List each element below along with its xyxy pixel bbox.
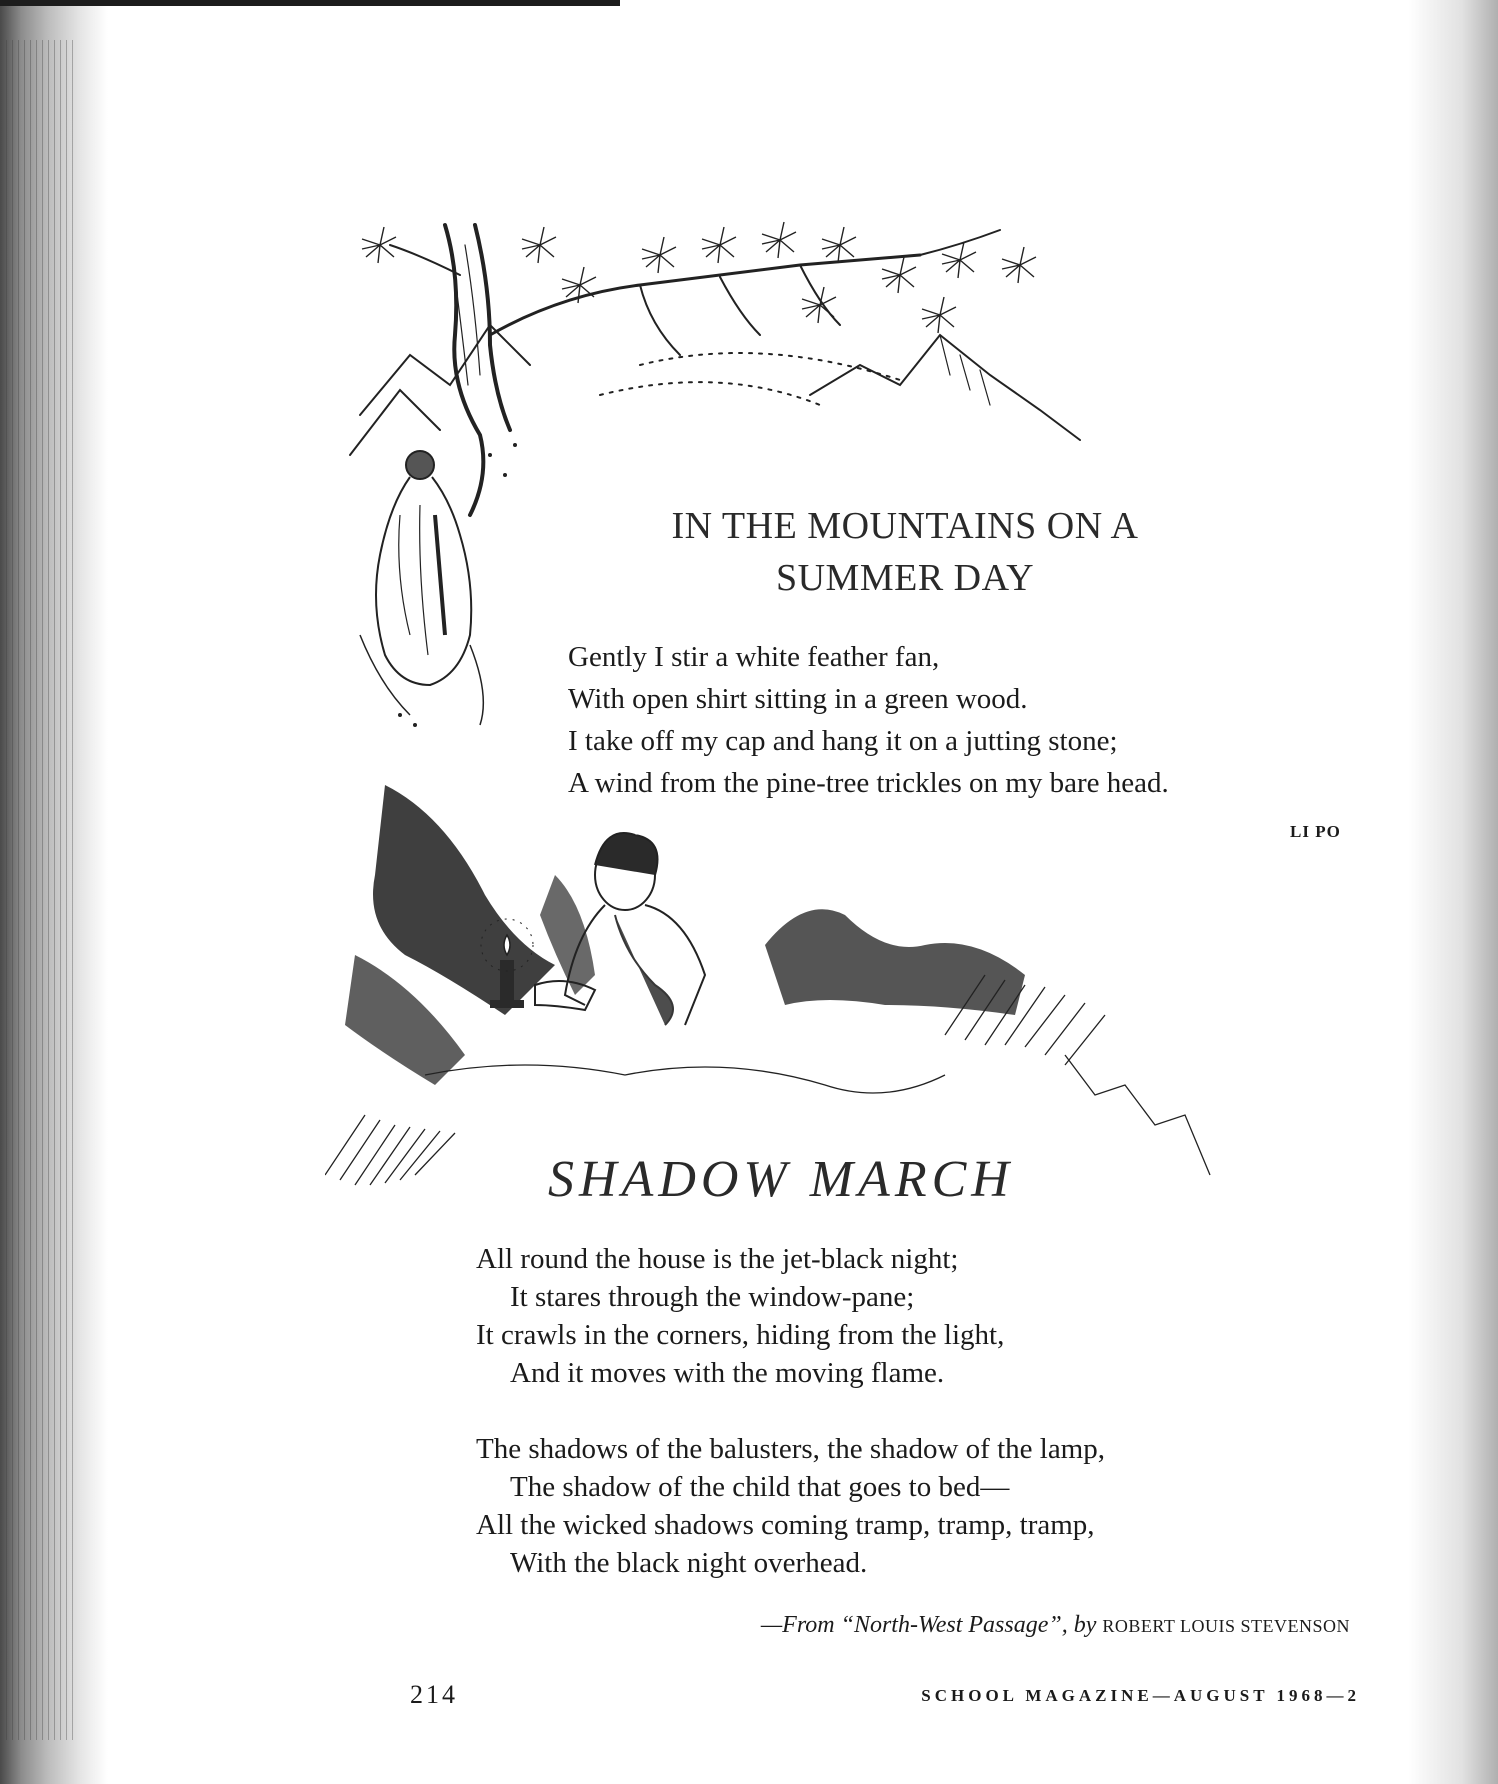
top-edge-line — [0, 0, 620, 6]
poem2-line: It stares through the window-pane; — [510, 1281, 915, 1313]
source-author: ROBERT LOUIS STEVENSON — [1102, 1616, 1350, 1636]
poem2-line: And it moves with the moving flame. — [510, 1357, 945, 1389]
poem2-line: It crawls in the corners, hiding from the light, — [476, 1319, 1005, 1351]
page-number: 214 — [410, 1680, 458, 1709]
poem1-line: With open shirt sitting in a green wood. — [568, 683, 1028, 715]
page-edges — [6, 40, 76, 1740]
poem1-line: I take off my cap and hang it on a jutting stone; — [568, 725, 1118, 757]
poem1-title-line: SUMMER DAY — [775, 557, 1035, 599]
poem2-line: The shadows of the balusters, the shadow of the lamp, — [476, 1433, 1105, 1465]
poem2-line: The shadow of the child that goes to bed— — [510, 1471, 1010, 1503]
poem2-text — [476, 1240, 1356, 1620]
poem2-line: With the black night overhead. — [510, 1547, 868, 1579]
poem1-author: LI PO — [1290, 822, 1341, 841]
page-shadow — [1408, 0, 1498, 1784]
poem1-line: A wind from the pine-tree trickles on my bare head. — [568, 767, 1169, 799]
poem2-line: All round the house is the jet-black night; — [476, 1243, 959, 1275]
poem2-source — [640, 1612, 1350, 1639]
poem1-title-line: IN THE MOUNTAINS ON A — [671, 505, 1139, 547]
poem2-stanza — [476, 1240, 1356, 1392]
poem2-line: All the wicked shadows coming tramp, tramp, tramp, — [476, 1509, 1095, 1541]
child-candle-night-illustration — [325, 755, 1225, 1205]
poem1-title — [600, 500, 1210, 604]
poem2-title: SHADOW MARCH — [548, 1151, 1014, 1208]
poem1-line: Gently I stir a white feather fan, — [568, 641, 940, 673]
running-footer: SCHOOL MAGAZINE—AUGUST 1968—2 — [921, 1686, 1360, 1705]
poem2-stanza — [476, 1430, 1356, 1582]
book-spine-edge — [0, 0, 108, 1784]
source-prefix: —From “North-West Passage”, by — [760, 1612, 1097, 1638]
